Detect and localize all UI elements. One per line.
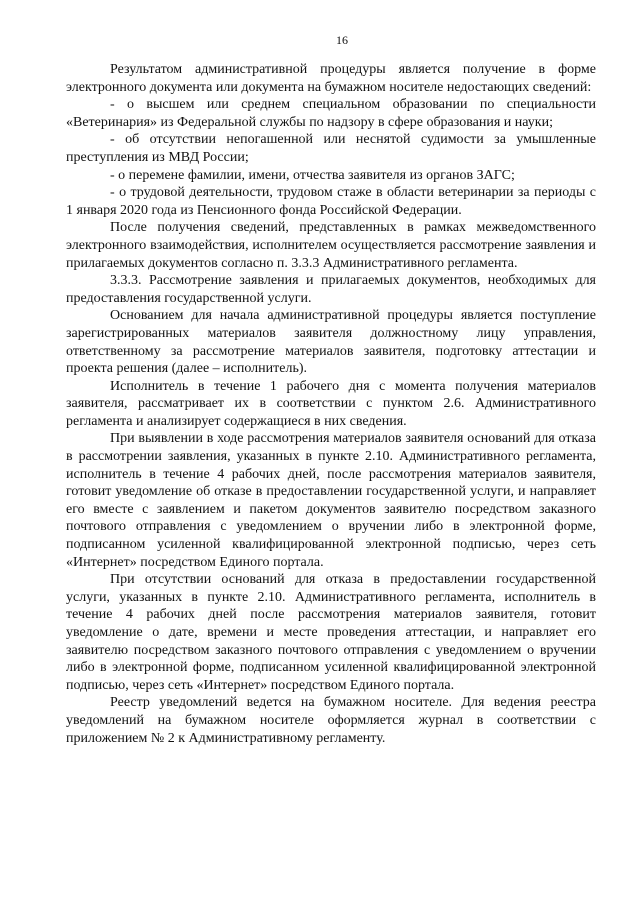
paragraph-after-receipt: После получения сведений, представленных в рамках межведомственного электронного взаимодействия, исполнителем осуществляется рассмотрение заявления и прилагаемых документов согласно п. 3.3.3 Административного регламента. [66,220,596,271]
paragraph-result-intro: Результатом административной процедуры является получение в форме электронного документа или документа на бумажном носителе недостающих сведений: [66,62,596,95]
section-heading-3-3-3: 3.3.3. Рассмотрение заявления и прилагаемых документов, необходимых для предоставления государственной услуги. [66,273,596,306]
list-item-education: - о высшем или среднем специальном образовании по специальности «Ветеринария» из Федеральной службы по надзору в сфере образования и науки; [66,97,596,130]
paragraph-attestation-notice: При отсутствии оснований для отказа в предоставлении государственной услуги, указанных в пункте 2.10. Административного регламента, исполнитель в течение 4 рабочих дней после рассмотрения материалов заявителя, готовит уведомление о дате, времени и месте проведения аттестации, и направляет его заявителю посредством заказного почтового отправления с уведомлением о вручении либо в электронной форме, подписанном усиленной квалифицированной электронной подписью, через сеть «Интернет» посредством Единого портала. [66,572,596,693]
paragraph-executor-review: Исполнитель в течение 1 рабочего дня с момента получения материалов заявителя, рассматривает их в соответствии с пунктом 2.6. Административного регламента и анализирует содержащиеся в них сведения. [66,378,596,429]
paragraph-refusal: При выявлении в ходе рассмотрения материалов заявителя оснований для отказа в рассмотрении заявления, указанных в пункте 2.10. Административного регламента, исполнитель в течение 4 рабочих дней, после рассмотрения материалов заявителя, готовит уведомление об отказе в предоставлении государственной услуги, и направляет его вместе с заявлением и пакетом документов заявителю посредством заказного почтового отправления с уведомлением о вручении либо в электронной форме, подписанном усиленной квалифицированной электронной подписью, через сеть «Интернет» посредством Единого портала. [66,431,596,570]
list-item-criminal-record: - об отсутствии непогашенной или неснятой судимости за умышленные преступления из МВД России; [66,132,596,165]
page-number: 16 [336,33,348,47]
paragraph-registry: Реестр уведомлений ведется на бумажном носителе. Для ведения реестра уведомлений на бумажном носителе оформляется журнал в соответствии с приложением № 2 к Административному регламенту. [66,695,596,746]
list-item-name-change: - о перемене фамилии, имени, отчества заявителя из органов ЗАГС; [110,167,515,183]
paragraph-basis: Основанием для начала административной процедуры является поступление зарегистрированных материалов заявителя должностному лицу управления, ответственному за рассмотрение материалов заявителя, подготовку аттестации и проекта решения (далее – исполнитель). [66,308,596,377]
list-item-work-experience: - о трудовой деятельности, трудовом стаже в области ветеринарии за периоды с 1 января 2020 года из Пенсионного фонда Российской Федерации. [66,185,596,218]
